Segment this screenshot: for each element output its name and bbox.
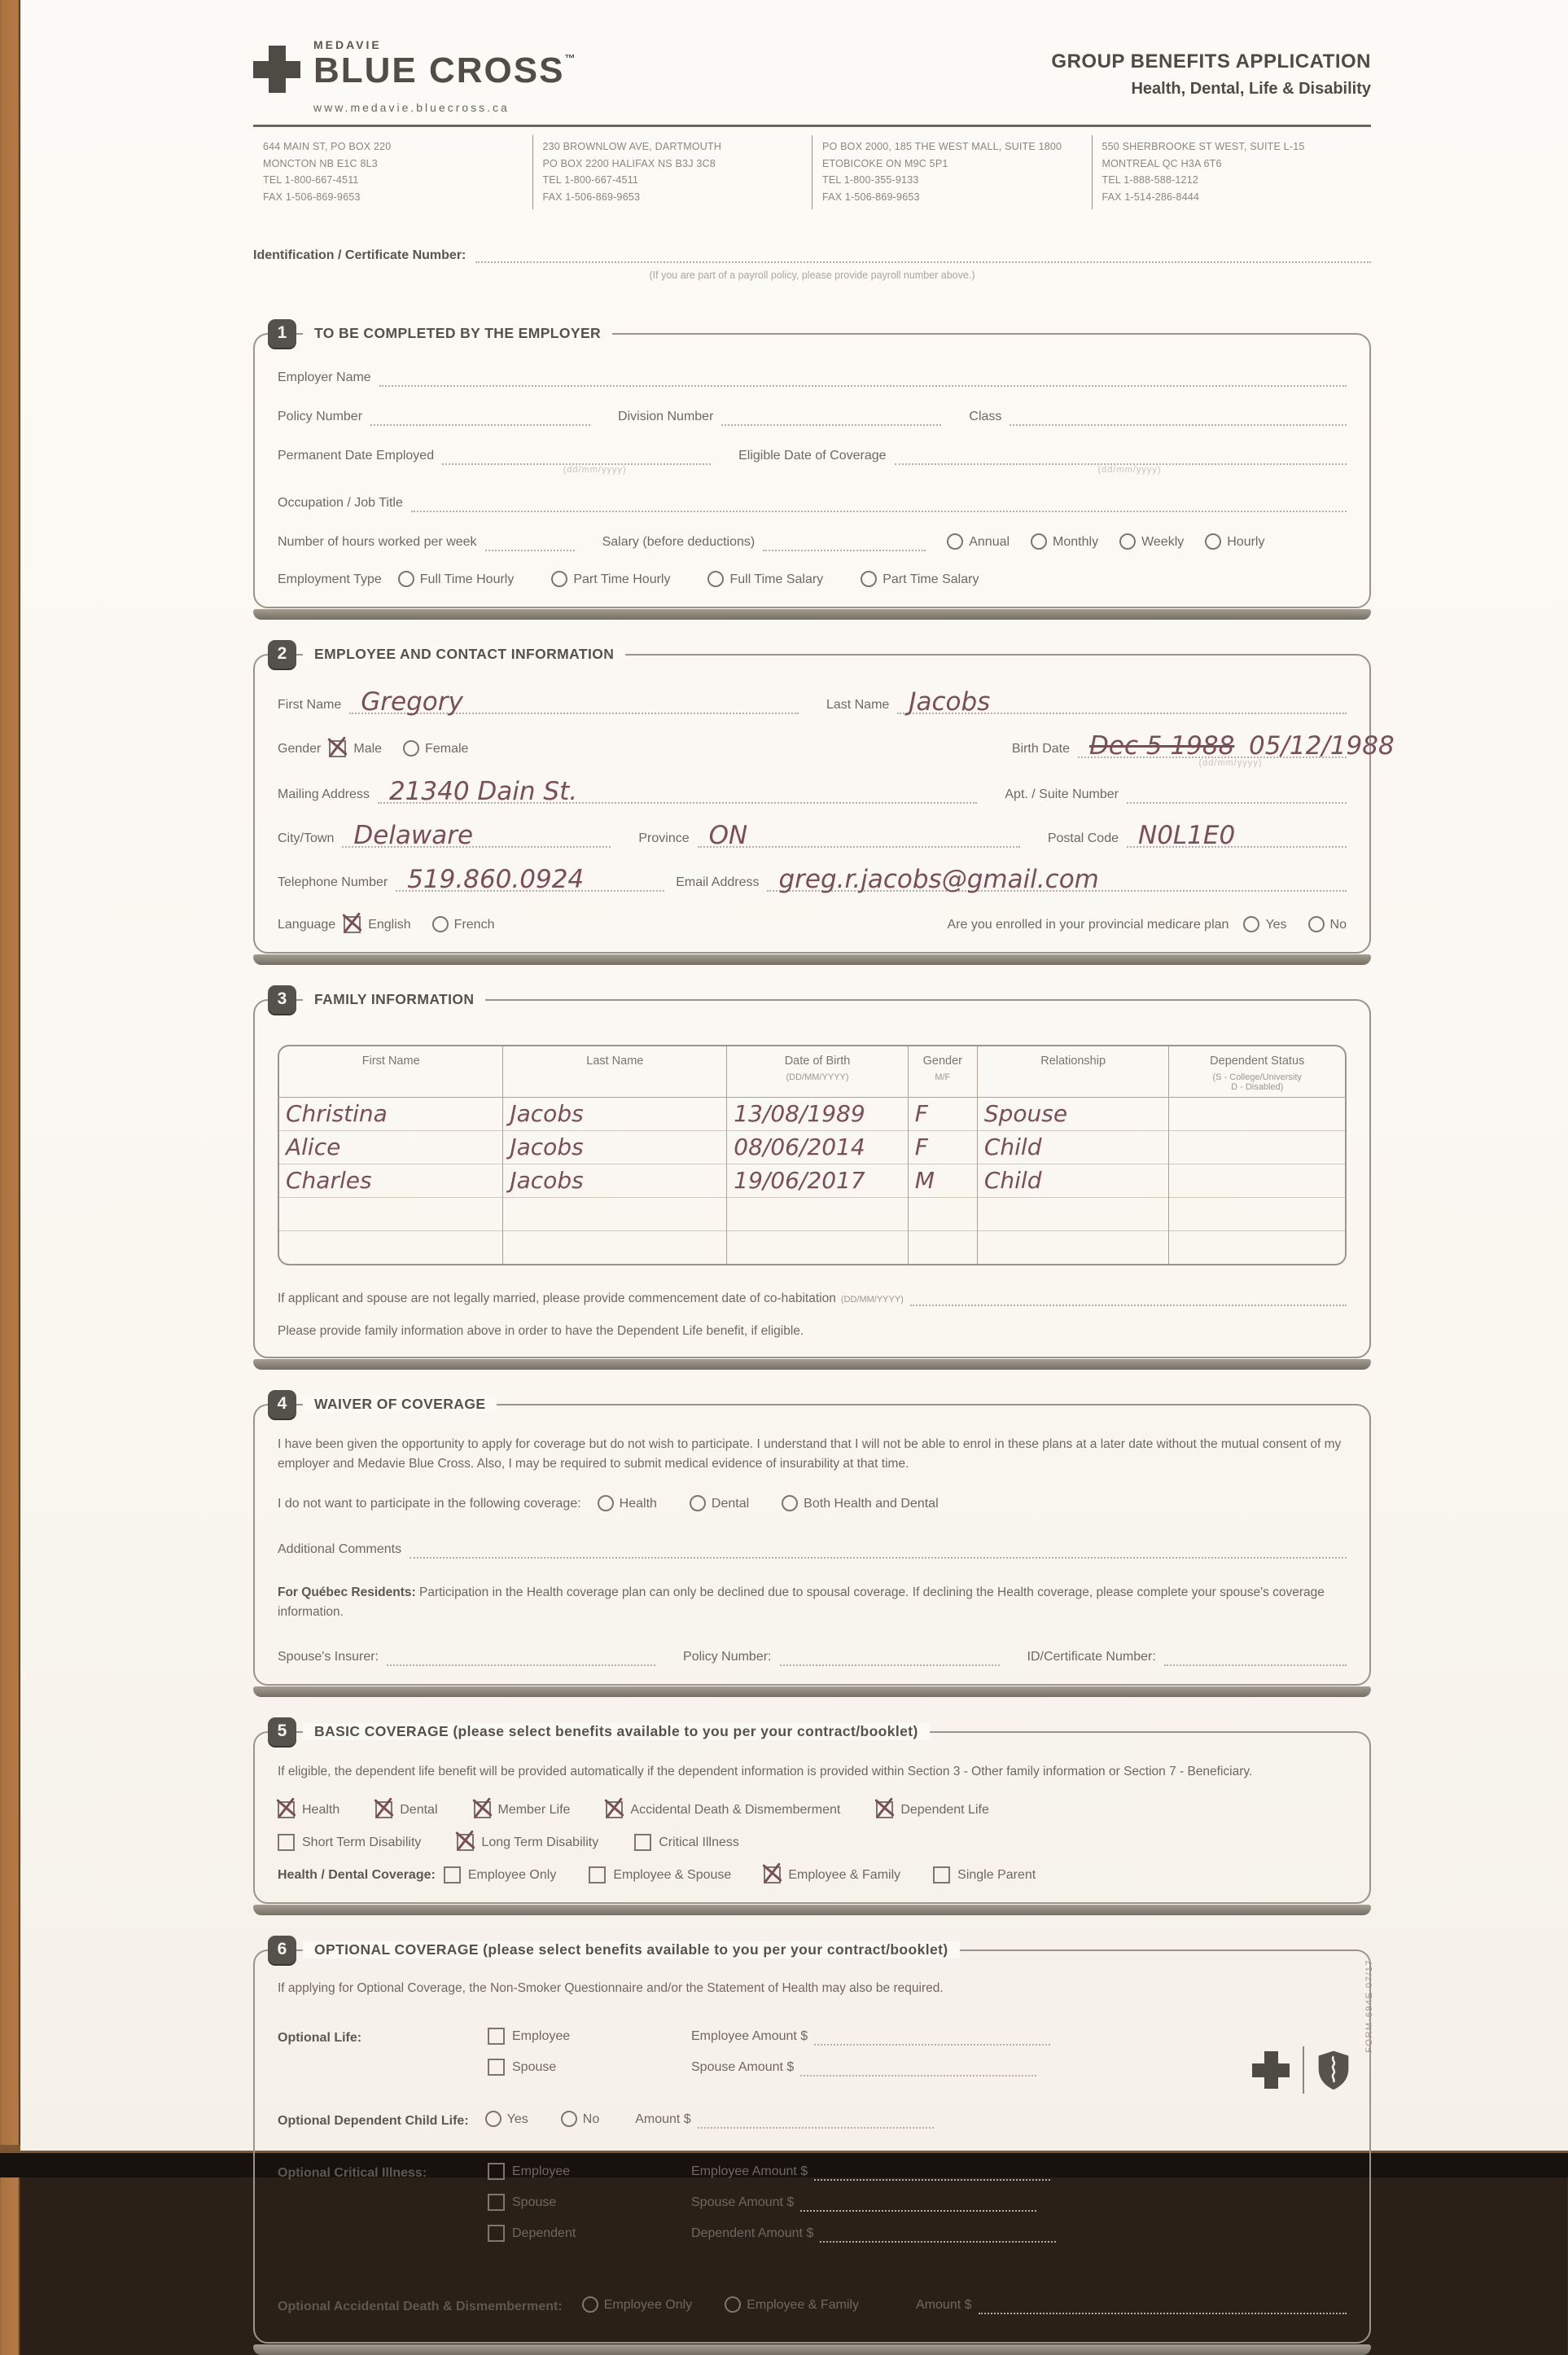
add-employee-family-radio[interactable] (725, 2296, 741, 2313)
additional-comments-field[interactable] (410, 1539, 1347, 1559)
hd-coverage-label: Health / Dental Coverage: (278, 1867, 436, 1882)
mailing-address-handwriting: 21340 Dain St. (388, 776, 578, 806)
postal-code-label: Postal Code (1047, 831, 1119, 845)
document-title-block (1051, 50, 1371, 99)
city-field[interactable] (342, 820, 611, 850)
division-number-field[interactable] (721, 406, 941, 426)
child-life-amount-label: Amount $ (635, 2112, 691, 2126)
eligible-date-label: Eligible Date of Coverage (738, 448, 887, 463)
child-life-amount-field[interactable] (698, 2111, 934, 2129)
identification-field[interactable] (475, 245, 1371, 263)
basic-coverage-intro: If eligible, the dependent life benefit will be provided automatically if the dependent information is provided within Section 3 - Other family information or Section 7 - Beneficiary. (278, 1764, 1253, 1778)
add-checkbox[interactable] (606, 1801, 623, 1818)
birth-date-field[interactable] (1078, 730, 1395, 768)
cohabitation-format-hint: (DD/MM/YYYY) (840, 1294, 904, 1305)
col-gender-hint: M/F (935, 1072, 951, 1082)
handwritten-x (455, 1830, 475, 1851)
telephone-label: Telephone Number (278, 875, 388, 889)
apt-suite-field[interactable] (1127, 784, 1347, 804)
cohabitation-note: If applicant and spouse are not legally married, please provide commencement date of co-habitation (278, 1291, 836, 1305)
date-format-hint: (dd/mm/yyyy) (563, 464, 627, 475)
class-label: Class (969, 409, 1002, 423)
critical-illness-checkbox[interactable] (634, 1834, 651, 1851)
dependent-life-note: Please provide family information above in order to have the Dependent Life benefit, if eligible. (278, 1323, 804, 1338)
salary-annual-radio[interactable] (947, 533, 963, 550)
language-english-checkbox[interactable] (344, 916, 361, 933)
language-label: Language (278, 917, 336, 932)
class-field[interactable] (1010, 406, 1347, 426)
form-header (253, 39, 1371, 113)
identification-label: Identification / Certificate Number: (253, 248, 466, 262)
child-life-yes-radio[interactable] (485, 2111, 501, 2127)
child-life-no-radio[interactable] (561, 2111, 577, 2127)
optional-add-label: Optional Accidental Death & Dismemberment: (278, 2299, 563, 2313)
email-handwriting: greg.r.jacobs@gmail.com (778, 864, 1099, 894)
optional-life-label: Optional Life: (278, 2030, 362, 2045)
spouse-insurer-field[interactable] (387, 1647, 655, 1666)
section-4-waiver: 4 WAIVER OF COVERAGE I have been given the opportunity to apply for coverage but do not wish to participate. I understand that I will not be able to enrol in these plans at a later date without the mutual consent of my employer and Medavie Blue Cross. Also, I may be required to submit medical evidence of insurability at that time. I do not want to participate in the following coverage: Health Dental Both Health and Dental Additional Comments For Québec Residents: Participation in the Health coverage plan can only be declined due to spousal coverage. If declining the Health coverage, please complete your spouse's coverage information. Spouse's Insurer: Policy Number: ID/Certificate Number: (253, 1404, 1371, 1686)
single-parent-checkbox[interactable] (933, 1866, 950, 1884)
salary-monthly-radio[interactable] (1031, 533, 1047, 550)
office-addresses (253, 135, 1371, 209)
section-1-header (268, 319, 612, 348)
family-row-2[interactable]: Alice Jacobs 08/06/2014 F Child (279, 1130, 1345, 1164)
section-2-header (268, 640, 625, 669)
date-format-hint: (dd/mm/yyyy) (1097, 464, 1162, 475)
add-amount-label: Amount $ (916, 2297, 972, 2312)
hours-field[interactable] (485, 532, 575, 551)
gender-label: Gender (278, 741, 322, 756)
division-number-label: Division Number (618, 409, 714, 423)
section-1-employer: 1 TO BE COMPLETED BY THE EMPLOYER Employer Name Policy Number Division Number Class Permanent Date Employed (dd/mm/yyyy) Eligible Date of Coverage (dd/mm/yyyy) Occupation / Job Title Number of hours worked per week Salary (before deductions) Annual Monthly Weekly Hourly Employment Type Full Time Hourly Part Time Hourly Full Time Salary Part Time Salary (253, 333, 1371, 608)
office-etobicoke: PO BOX 2000, 185 THE WEST MALL, SUITE 1800 ETOBICOKE ON M9C 5P1 TEL 1-800-355-9133 FAX 1-506-869-9653 (812, 135, 1092, 209)
employee-family-checkbox[interactable] (764, 1866, 781, 1884)
section-3-title: FAMILY INFORMATION (303, 991, 485, 1008)
office-dartmouth: 230 BROWNLOW AVE, DARTMOUTH PO BOX 2200 HALIFAX NS B3J 3C8 TEL 1-800-667-4511 FAX 1-506-869-9653 (532, 135, 812, 209)
spouse-amount-label: Spouse Amount $ (691, 2059, 795, 2074)
quebec-residents-note: For Québec Residents: Participation in the Health coverage plan can only be declined due to spousal coverage. If declining the Health coverage, please complete your spouse's coverage information. (278, 1585, 1325, 1619)
handwritten-x (472, 1797, 492, 1818)
language-french-radio[interactable] (432, 916, 449, 932)
ci-spouse-checkbox[interactable] (488, 2194, 505, 2211)
last-name-label: Last Name (826, 697, 890, 712)
col-relationship: Relationship (977, 1046, 1169, 1098)
employee-only-checkbox[interactable] (444, 1866, 461, 1884)
col-first-name: First Name (279, 1046, 503, 1098)
brand-bluecross: BLUE CROSS™ (313, 50, 577, 90)
full-time-salary-radio[interactable] (707, 571, 724, 587)
birth-date-handwriting: 05/12/1988 (1249, 730, 1395, 761)
handwritten-x (342, 912, 361, 933)
salary-label: Salary (before deductions) (602, 534, 756, 549)
family-row-5[interactable] (279, 1230, 1345, 1264)
first-name-field[interactable] (349, 686, 799, 717)
col-gender: Gender M/F (908, 1046, 977, 1098)
col-dob: Date of Birth (DD/MM/YYYY) (727, 1046, 909, 1098)
member-life-checkbox[interactable] (474, 1801, 491, 1818)
gender-male-checkbox[interactable] (329, 740, 346, 757)
medicare-no-radio[interactable] (1308, 916, 1325, 932)
province-label: Province (638, 831, 690, 845)
col-dependent-status: Dependent Status (S - College/University D - Disabled) (1169, 1046, 1345, 1098)
optional-life-spouse-amount-field[interactable] (800, 2059, 1036, 2077)
city-handwriting: Delaware (353, 820, 474, 850)
hours-label: Number of hours worked per week (278, 534, 477, 549)
employment-type-label: Employment Type (278, 572, 382, 586)
ci-employee-checkbox[interactable] (488, 2163, 505, 2180)
header-divider (253, 125, 1371, 127)
postal-code-field[interactable] (1127, 820, 1347, 850)
section-6-header (268, 1936, 960, 1964)
section-1-badge: 1 (268, 319, 296, 348)
brand-wordmark (313, 39, 576, 113)
full-time-hourly-radio[interactable] (398, 571, 414, 587)
spouse-policy-field[interactable] (780, 1647, 1000, 1666)
date-format-hint: (dd/mm/yyyy) (1198, 757, 1263, 768)
policy-number-label: Policy Number (278, 409, 363, 423)
family-row-4[interactable] (279, 1197, 1345, 1230)
section-2-title: EMPLOYEE AND CONTACT INFORMATION (303, 646, 625, 663)
eligible-date-field[interactable] (895, 445, 1347, 475)
telephone-field[interactable] (396, 864, 664, 894)
section-4-title: WAIVER OF COVERAGE (303, 1396, 497, 1413)
section-6-title: OPTIONAL COVERAGE (please select benefits available to you per your contract/booklet) (303, 1941, 960, 1958)
last-name-field[interactable] (897, 686, 1347, 717)
salary-weekly-radio[interactable] (1119, 533, 1136, 550)
office-montreal: 550 SHERBROOKE ST WEST, SUITE L-15 MONTREAL QC H3A 6T6 TEL 1-888-588-1212 FAX 1-514-286-8444 (1092, 135, 1372, 209)
email-field[interactable] (767, 864, 1347, 894)
family-table (278, 1045, 1347, 1265)
spouse-certificate-label: ID/Certificate Number: (1027, 1649, 1156, 1664)
apt-suite-label: Apt. / Suite Number (1005, 787, 1119, 801)
waiver-paragraph: I have been given the opportunity to apply for coverage but do not wish to participate. I understand that I will not be able to enrol in these plans at a later date without the mutual consent of my employer and Medavie Blue Cross. Also, I may be required to submit medical evidence of insurability at that time. (278, 1436, 1342, 1471)
handwritten-x (374, 1797, 393, 1818)
logo-divider (1303, 2046, 1304, 2094)
quebec-residents-label: For Québec Residents: (278, 1585, 416, 1599)
permanent-date-field[interactable] (442, 445, 711, 475)
brand-block (253, 39, 576, 113)
optional-life-spouse-checkbox[interactable] (488, 2059, 505, 2076)
family-row-1[interactable]: Christina Jacobs 13/08/1989 F Spouse (279, 1097, 1345, 1130)
office-moncton: 644 MAIN ST, PO BOX 220 MONCTON NB E1C 8L3 TEL 1-800-667-4511 FAX 1-506-869-9653 (263, 141, 392, 203)
medavie-cross-icon (253, 46, 300, 93)
section-4-header (268, 1390, 497, 1419)
salary-field[interactable] (763, 532, 926, 551)
first-name-label: First Name (278, 697, 342, 712)
employer-name-label: Employer Name (278, 370, 371, 384)
family-row-3[interactable]: Charles Jacobs 19/06/2017 M Child (279, 1164, 1345, 1197)
ci-dependent-amount-field[interactable] (820, 2225, 1056, 2243)
handwritten-x (327, 736, 347, 757)
employer-name-field[interactable] (379, 367, 1347, 387)
handwritten-x (276, 1797, 296, 1818)
handwritten-x (762, 1862, 782, 1884)
email-label: Email Address (676, 875, 760, 889)
waive-both-radio[interactable] (782, 1495, 798, 1511)
section-1-title: TO BE COMPLETED BY THE EMPLOYER (303, 325, 612, 342)
cohabitation-note-row (278, 1287, 1347, 1306)
section-6-badge: 6 (268, 1936, 296, 1964)
city-label: City/Town (278, 831, 335, 845)
waive-dental-radio[interactable] (690, 1495, 706, 1511)
spouse-insurer-label: Spouse's Insurer: (278, 1649, 379, 1664)
section-6-optional-coverage: 6 OPTIONAL COVERAGE (please select benefits available to you per your contract/booklet) If applying for Optional Coverage, the Non-Smoker Questionnaire and/or the Statement of Health may also be required. Optional Life: Employee Employee Amount $ Spouse Spouse Amount $ Optional Dependent Child Life: Yes No Amount $ Optional Critical Illness: Employee Employee Amount $ Spouse Spouse Amount $ Dependent Dependent Amount $ Optional Accidental Death & Dismemberment: Employee Only Employee & Family Amount $ (253, 1949, 1371, 2344)
bluecross-cross-icon (1252, 2051, 1290, 2089)
occupation-field[interactable] (411, 493, 1347, 512)
col-dob-hint: (DD/MM/YYYY) (786, 1072, 849, 1082)
salary-hourly-radio[interactable] (1205, 533, 1221, 550)
section-5-basic-coverage: 5 BASIC COVERAGE (please select benefits available to you per your contract/booklet) If eligible, the dependent life benefit will be provided automatically if the dependent information is provided within Section 3 - Other family information or Section 7 - Beneficiary. Health Dental Member Life Accidental Death & Dismemberment Dependent Life Short Term Disability Long Term Disability Critical Illness Health / Dental Coverage: Employee Only Employee & Spouse Employee & Family Single Parent (253, 1731, 1371, 1904)
add-employee-only-radio[interactable] (582, 2296, 598, 2313)
birth-date-label: Birth Date (1011, 741, 1070, 756)
employee-spouse-checkbox[interactable] (589, 1866, 606, 1884)
province-field[interactable] (698, 820, 1020, 850)
section-4-badge: 4 (268, 1390, 296, 1419)
cohabitation-date-field[interactable] (910, 1287, 1347, 1306)
section-5-title: BASIC COVERAGE (please select benefits available to you per your contract/booklet) (303, 1723, 930, 1740)
additional-comments-label: Additional Comments (278, 1541, 402, 1556)
ci-employee-amount-field[interactable] (814, 2163, 1050, 2181)
dental-checkbox[interactable] (375, 1801, 392, 1818)
part-time-hourly-radio[interactable] (551, 571, 567, 587)
medicare-question: Are you enrolled in your provincial medicare plan (947, 917, 1229, 932)
part-time-salary-radio[interactable] (861, 571, 877, 587)
brand-website: www.medavie.bluecross.ca (313, 101, 510, 114)
employee-amount-label: Employee Amount $ (691, 2028, 808, 2043)
waiver-participate-label: I do not want to participate in the following coverage: (278, 1496, 581, 1511)
waive-health-radio[interactable] (598, 1495, 614, 1511)
identification-row (253, 245, 1371, 263)
section-5-badge: 5 (268, 1717, 296, 1746)
spouse-certificate-field[interactable] (1164, 1647, 1347, 1666)
section-3-family-info (253, 989, 1371, 1358)
optional-coverage-intro: If applying for Optional Coverage, the Non-Smoker Questionnaire and/or the Statement of Health may also be required. (278, 1980, 944, 1995)
dependent-life-checkbox[interactable] (876, 1801, 893, 1818)
postal-code-handwriting: N0L1E0 (1138, 820, 1236, 850)
col-last-name: Last Name (503, 1046, 727, 1098)
mailing-address-label: Mailing Address (278, 787, 370, 801)
health-checkbox[interactable] (278, 1801, 295, 1818)
handwritten-x (604, 1797, 624, 1818)
page-subtitle: Health, Dental, Life & Disability (1131, 80, 1371, 98)
section-2-employee-info: 2 EMPLOYEE AND CONTACT INFORMATION First Name Gregory Last Name Jacobs Gender Male Female Birth Date (dd/mm/yyyy) Dec 5 1988 05/12/1988 Mailing Address 21340 Dain St. Apt. / Suite Number City/Town Delaware Province ON Postal Code N0L1E0 Telephone Number 519.860.0924 Email Address greg.r.jacobs@gmail.com Language English French Are you enrolled in your provincial medicare plan Yes No (253, 654, 1371, 954)
ci-dependent-checkbox[interactable] (488, 2225, 505, 2242)
last-name-handwriting: Jacobs (909, 686, 991, 717)
page-title: GROUP BENEFITS APPLICATION (1051, 50, 1371, 72)
section-3-header (268, 985, 485, 1014)
identification-hint: (If you are part of a payroll policy, please provide payroll number above.) (649, 269, 975, 281)
critical-illness-label: Optional Critical Illness: (278, 2165, 427, 2180)
birth-date-struck-handwriting: Dec 5 1988 (1089, 730, 1235, 761)
blueshield-shield-icon (1317, 2050, 1350, 2090)
medicare-yes-radio[interactable] (1243, 916, 1259, 932)
section-2-badge: 2 (268, 640, 296, 669)
occupation-label: Occupation / Job Title (278, 495, 403, 510)
province-handwriting: ON (708, 820, 748, 850)
scanned-form-page (20, 0, 1568, 2313)
ltd-checkbox[interactable] (457, 1834, 474, 1851)
telephone-handwriting: 519.860.0924 (407, 864, 585, 894)
spouse-policy-label: Policy Number: (683, 1649, 772, 1664)
form-code: FORM-694E 07/17 (1364, 1959, 1374, 2053)
ci-spouse-amount-field[interactable] (800, 2194, 1036, 2212)
optional-life-employee-checkbox[interactable] (488, 2028, 505, 2045)
optional-life-employee-amount-field[interactable] (814, 2028, 1050, 2046)
trademark-symbol: ™ (564, 52, 577, 64)
std-checkbox[interactable] (278, 1834, 295, 1851)
handwritten-x (874, 1797, 894, 1818)
child-life-label: Optional Dependent Child Life: (278, 2113, 469, 2128)
section-3-badge: 3 (268, 985, 296, 1014)
first-name-handwriting: Gregory (361, 686, 463, 717)
footer-logos (1252, 2046, 1350, 2094)
family-table-header-row (279, 1046, 1345, 1098)
add-amount-field[interactable] (979, 2295, 1347, 2314)
permanent-date-label: Permanent Date Employed (278, 448, 435, 463)
section-5-header (268, 1717, 930, 1746)
brand-medavie: MEDAVIE (313, 38, 382, 51)
policy-number-field[interactable] (370, 406, 590, 426)
mailing-address-field[interactable] (378, 776, 977, 806)
gender-female-radio[interactable] (403, 740, 419, 756)
